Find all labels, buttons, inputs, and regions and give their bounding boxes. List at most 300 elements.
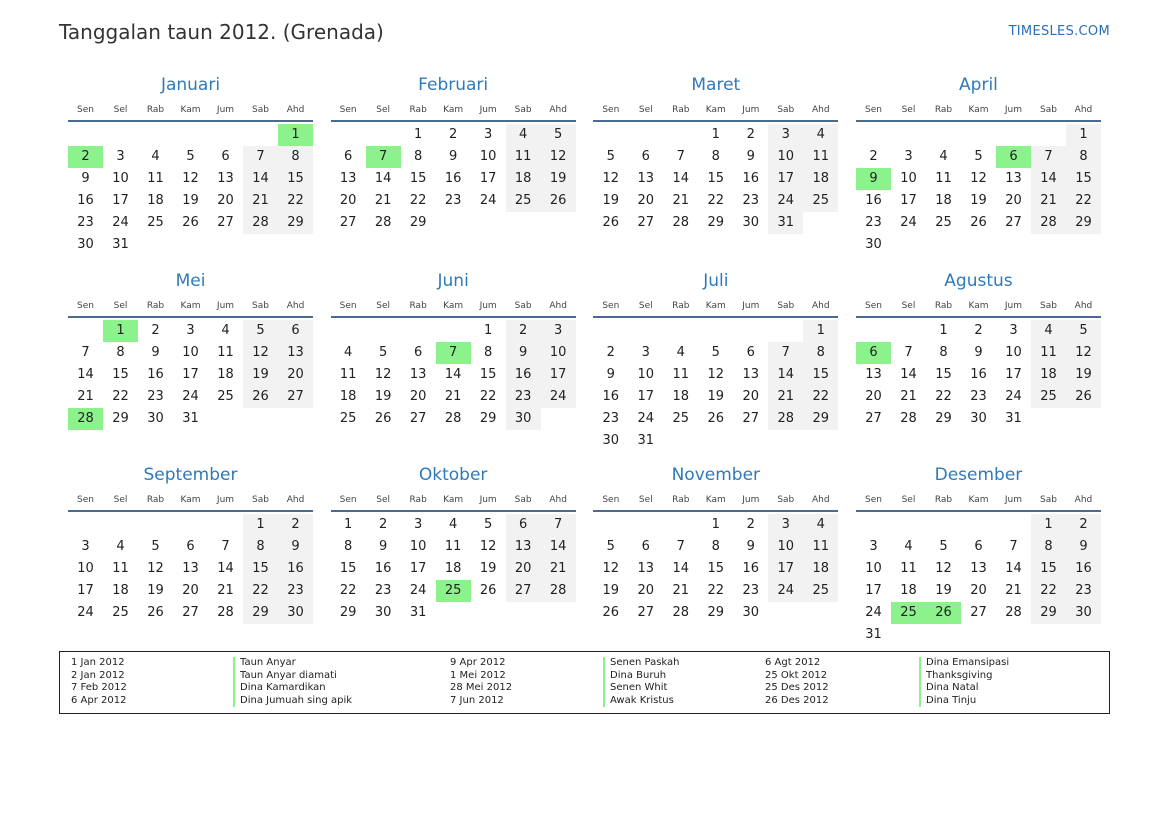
day-cell: 5 bbox=[606, 539, 615, 554]
month-agustus bbox=[856, 270, 1101, 464]
day-cell: 20 bbox=[865, 389, 882, 404]
weekday-label: Sab bbox=[514, 105, 532, 115]
weekday-header bbox=[856, 294, 1101, 318]
day-cell: 26 bbox=[182, 215, 199, 230]
weekday-label: Kam bbox=[443, 495, 464, 505]
day-cell: 22 bbox=[707, 583, 725, 598]
day-cell: 3 bbox=[768, 124, 803, 146]
day-cell: 24 bbox=[768, 580, 803, 602]
day-cell: 15 bbox=[409, 171, 427, 186]
day-cell: 27 bbox=[182, 605, 199, 620]
day-cell: 23 bbox=[1066, 580, 1101, 602]
day-cell: 7 bbox=[676, 539, 685, 554]
day-cell: 14 bbox=[77, 367, 94, 382]
weekday-label: Sen bbox=[602, 105, 620, 115]
day-cell: 12 bbox=[707, 367, 725, 382]
weekday-label: Ahd bbox=[1074, 105, 1093, 115]
day-cell: 10 bbox=[637, 367, 655, 382]
weekday-label: Sen bbox=[339, 495, 357, 505]
weekday-label: Rab bbox=[409, 301, 427, 311]
day-cell: 8 bbox=[711, 149, 720, 164]
holiday-day-cell: 1 bbox=[103, 320, 138, 342]
day-cell: 14 bbox=[541, 536, 576, 558]
day-cell: 1 bbox=[939, 323, 948, 338]
day-cell: 14 bbox=[1005, 561, 1022, 576]
day-cell: 6 bbox=[221, 149, 230, 164]
day-cell: 21 bbox=[768, 386, 803, 408]
day-cell: 18 bbox=[217, 367, 234, 382]
weekday-label: Kam bbox=[443, 105, 464, 115]
day-cell: 13 bbox=[506, 536, 541, 558]
day-cell: 28 bbox=[1005, 605, 1022, 620]
day-cell: 22 bbox=[707, 193, 725, 208]
day-cell: 28 bbox=[768, 408, 803, 430]
weekday-label: Sab bbox=[252, 495, 269, 505]
day-cell: 17 bbox=[768, 558, 803, 580]
weekday-label: Kam bbox=[968, 301, 989, 311]
weekday-label: Ahd bbox=[1074, 301, 1093, 311]
day-cell: 20 bbox=[182, 583, 199, 598]
day-cell: 9 bbox=[151, 345, 160, 360]
weekday-label: Kam bbox=[180, 301, 201, 311]
day-cell: 15 bbox=[935, 367, 952, 382]
weekday-label: Sen bbox=[602, 495, 620, 505]
day-cell: 4 bbox=[506, 124, 541, 146]
day-cell: 26 bbox=[374, 411, 392, 426]
day-cell: 7 bbox=[768, 342, 803, 364]
day-cell: 13 bbox=[182, 561, 199, 576]
empty-cell bbox=[593, 124, 628, 146]
holiday-day-cell: 25 bbox=[891, 602, 926, 624]
day-cell: 2 bbox=[506, 320, 541, 342]
day-cell: 1 bbox=[484, 323, 493, 338]
day-cell: 13 bbox=[637, 561, 655, 576]
empty-cell bbox=[891, 124, 926, 146]
day-cell: 21 bbox=[672, 193, 690, 208]
weekday-label: Jum bbox=[742, 495, 760, 505]
weekday-label: Ahd bbox=[549, 105, 567, 115]
day-cell: 18 bbox=[935, 193, 952, 208]
legend-holiday-name: Taun Anyar diamati bbox=[233, 670, 352, 683]
day-cell: 21 bbox=[444, 389, 462, 404]
day-cell: 11 bbox=[444, 539, 462, 554]
weekday-label: Ahd bbox=[286, 495, 305, 505]
day-cell: 29 bbox=[243, 602, 278, 624]
empty-cell bbox=[663, 124, 698, 146]
day-cell: 11 bbox=[672, 367, 690, 382]
day-cell: 25 bbox=[217, 389, 234, 404]
weekday-label: Sel bbox=[901, 105, 916, 115]
day-cell: 10 bbox=[865, 561, 882, 576]
weekday-label: Jum bbox=[479, 105, 497, 115]
month-title: Oktober bbox=[418, 465, 488, 485]
day-cell: 17 bbox=[112, 193, 129, 208]
weekday-label: Sen bbox=[77, 105, 94, 115]
day-cell: 8 bbox=[278, 146, 313, 168]
day-cell: 31 bbox=[637, 433, 655, 448]
day-cell: 23 bbox=[865, 215, 882, 230]
day-cell: 9 bbox=[1066, 536, 1101, 558]
empty-cell bbox=[243, 124, 278, 146]
day-cell: 27 bbox=[742, 411, 760, 426]
empty-cell bbox=[138, 124, 173, 146]
day-cell: 21 bbox=[374, 193, 392, 208]
day-cell: 12 bbox=[1066, 342, 1101, 364]
day-cell: 15 bbox=[278, 168, 313, 190]
day-cell: 17 bbox=[1005, 367, 1022, 382]
day-cell: 10 bbox=[1005, 345, 1022, 360]
day-cell: 13 bbox=[970, 561, 987, 576]
day-cell: 3 bbox=[81, 539, 90, 554]
day-cell: 12 bbox=[374, 367, 392, 382]
day-cell: 29 bbox=[1066, 212, 1101, 234]
day-cell: 18 bbox=[1031, 364, 1066, 386]
day-cell: 20 bbox=[742, 389, 760, 404]
day-cell: 25 bbox=[506, 190, 541, 212]
holiday-legend bbox=[59, 651, 1110, 714]
day-cell: 3 bbox=[1009, 323, 1018, 338]
day-cell: 19 bbox=[970, 193, 987, 208]
day-cell: 22 bbox=[1031, 580, 1066, 602]
day-cell: 1 bbox=[1066, 124, 1101, 146]
day-cell: 30 bbox=[278, 602, 313, 624]
day-cell: 28 bbox=[672, 605, 690, 620]
day-cell: 6 bbox=[506, 514, 541, 536]
day-cell: 10 bbox=[409, 539, 427, 554]
day-cell: 17 bbox=[637, 389, 655, 404]
weekday-label: Sel bbox=[113, 105, 128, 115]
weekday-label: Jum bbox=[742, 301, 760, 311]
day-cell: 8 bbox=[803, 342, 838, 364]
day-cell: 17 bbox=[768, 168, 803, 190]
month-title: Desember bbox=[934, 465, 1023, 485]
day-cell: 21 bbox=[1031, 190, 1066, 212]
day-cell: 18 bbox=[147, 193, 164, 208]
days-grid bbox=[856, 124, 1101, 256]
weekday-label: Rab bbox=[672, 105, 690, 115]
days-grid bbox=[856, 320, 1101, 430]
weekday-label: Sab bbox=[514, 495, 532, 505]
legend-holiday-name: Dina Buruh bbox=[603, 670, 680, 683]
day-cell: 5 bbox=[1066, 320, 1101, 342]
day-cell: 6 bbox=[278, 320, 313, 342]
empty-cell bbox=[891, 514, 926, 536]
legend-holiday-name: Dina Kamardikan bbox=[233, 682, 352, 695]
day-cell: 15 bbox=[707, 561, 725, 576]
day-cell: 6 bbox=[641, 149, 650, 164]
weekday-label: Sen bbox=[864, 495, 882, 505]
days-grid bbox=[331, 320, 576, 430]
day-cell: 8 bbox=[711, 539, 720, 554]
weekday-header bbox=[593, 294, 838, 318]
day-cell: 15 bbox=[1031, 558, 1066, 580]
day-cell: 14 bbox=[672, 171, 690, 186]
day-cell: 27 bbox=[865, 411, 882, 426]
weekday-label: Sel bbox=[901, 301, 916, 311]
weekday-label: Rab bbox=[672, 495, 690, 505]
empty-cell bbox=[996, 514, 1031, 536]
day-cell: 12 bbox=[935, 561, 952, 576]
empty-cell bbox=[663, 514, 698, 536]
day-cell: 11 bbox=[217, 345, 234, 360]
month-title: Januari bbox=[160, 75, 221, 95]
day-cell: 17 bbox=[77, 583, 94, 598]
day-cell: 4 bbox=[344, 345, 353, 360]
day-cell: 17 bbox=[479, 171, 497, 186]
weekday-label: Ahd bbox=[812, 495, 830, 505]
month-title: September bbox=[143, 465, 238, 485]
weekday-label: Rab bbox=[934, 495, 953, 505]
weekday-label: Rab bbox=[672, 301, 690, 311]
weekday-label: Jum bbox=[479, 495, 497, 505]
empty-cell bbox=[768, 320, 803, 342]
month-september bbox=[68, 464, 313, 654]
day-cell: 22 bbox=[1066, 190, 1101, 212]
day-cell: 29 bbox=[112, 411, 129, 426]
day-cell: 10 bbox=[479, 149, 497, 164]
day-cell: 16 bbox=[742, 171, 760, 186]
day-cell: 21 bbox=[672, 583, 690, 598]
months-grid bbox=[68, 74, 1101, 654]
day-cell: 2 bbox=[746, 127, 755, 142]
day-cell: 30 bbox=[602, 433, 620, 448]
day-cell: 20 bbox=[637, 583, 655, 598]
empty-cell bbox=[401, 320, 436, 342]
day-cell: 26 bbox=[243, 386, 278, 408]
day-cell: 10 bbox=[768, 536, 803, 558]
day-cell: 16 bbox=[742, 561, 760, 576]
month-maret bbox=[593, 74, 838, 270]
empty-cell bbox=[628, 514, 663, 536]
days-grid bbox=[68, 320, 313, 430]
day-cell: 12 bbox=[147, 561, 164, 576]
day-cell: 28 bbox=[374, 215, 392, 230]
weekday-label: Rab bbox=[409, 495, 427, 505]
days-grid bbox=[856, 514, 1101, 646]
legend-holiday-name: Dina Emansipasi bbox=[919, 657, 1009, 670]
day-cell: 4 bbox=[1031, 320, 1066, 342]
weekday-label: Sen bbox=[339, 105, 357, 115]
day-cell: 1 bbox=[344, 517, 353, 532]
day-cell: 11 bbox=[147, 171, 164, 186]
legend-names-column bbox=[603, 657, 680, 707]
day-cell: 25 bbox=[147, 215, 164, 230]
day-cell: 7 bbox=[1031, 146, 1066, 168]
holiday-day-cell: 6 bbox=[856, 342, 891, 364]
day-cell: 28 bbox=[541, 580, 576, 602]
day-cell: 15 bbox=[339, 561, 357, 576]
day-cell: 27 bbox=[637, 215, 655, 230]
day-cell: 23 bbox=[602, 411, 620, 426]
weekday-label: Ahd bbox=[549, 495, 567, 505]
day-cell: 17 bbox=[865, 583, 882, 598]
days-grid bbox=[331, 514, 576, 624]
day-cell: 15 bbox=[707, 171, 725, 186]
weekday-label: Ahd bbox=[1074, 495, 1093, 505]
day-cell: 29 bbox=[1031, 602, 1066, 624]
legend-names-column bbox=[919, 657, 1009, 707]
day-cell: 18 bbox=[444, 561, 462, 576]
day-cell: 18 bbox=[803, 558, 838, 580]
day-cell: 25 bbox=[112, 605, 129, 620]
holiday-day-cell: 25 bbox=[436, 580, 471, 602]
day-cell: 8 bbox=[243, 536, 278, 558]
weekday-label: Sel bbox=[638, 105, 653, 115]
day-cell: 5 bbox=[484, 517, 493, 532]
day-cell: 15 bbox=[479, 367, 497, 382]
weekday-label: Sab bbox=[1039, 105, 1057, 115]
weekday-label: Jum bbox=[742, 105, 760, 115]
legend-dates-column bbox=[450, 657, 512, 707]
weekday-label: Sab bbox=[1039, 495, 1057, 505]
day-cell: 29 bbox=[409, 215, 427, 230]
day-cell: 24 bbox=[637, 411, 655, 426]
empty-cell bbox=[103, 514, 138, 536]
holiday-day-cell: 7 bbox=[436, 342, 471, 364]
legend-holiday-name: Awak Kristus bbox=[603, 695, 680, 708]
day-cell: 9 bbox=[746, 149, 755, 164]
day-cell: 31 bbox=[409, 605, 427, 620]
day-cell: 23 bbox=[506, 386, 541, 408]
day-cell: 15 bbox=[243, 558, 278, 580]
day-cell: 16 bbox=[506, 364, 541, 386]
day-cell: 9 bbox=[379, 539, 388, 554]
day-cell: 29 bbox=[339, 605, 357, 620]
month-mei bbox=[68, 270, 313, 464]
day-cell: 26 bbox=[602, 215, 620, 230]
day-cell: 26 bbox=[707, 411, 725, 426]
day-cell: 23 bbox=[77, 215, 94, 230]
empty-cell bbox=[103, 124, 138, 146]
day-cell: 5 bbox=[243, 320, 278, 342]
day-cell: 19 bbox=[182, 193, 199, 208]
empty-cell bbox=[68, 124, 103, 146]
day-cell: 31 bbox=[865, 627, 882, 642]
day-cell: 1 bbox=[711, 127, 720, 142]
day-cell: 16 bbox=[77, 193, 94, 208]
day-cell: 16 bbox=[147, 367, 164, 382]
weekday-label: Kam bbox=[968, 495, 989, 505]
day-cell: 5 bbox=[186, 149, 195, 164]
site-link[interactable]: TIMESLES.COM bbox=[1008, 24, 1110, 39]
day-cell: 21 bbox=[1005, 583, 1022, 598]
legend-holiday-name: Taun Anyar bbox=[233, 657, 352, 670]
day-cell: 18 bbox=[506, 168, 541, 190]
day-cell: 8 bbox=[414, 149, 423, 164]
weekday-header bbox=[331, 98, 576, 122]
day-cell: 5 bbox=[711, 345, 720, 360]
weekday-header bbox=[856, 488, 1101, 512]
day-cell: 4 bbox=[939, 149, 948, 164]
day-cell: 22 bbox=[243, 580, 278, 602]
legend-date: 28 Mei 2012 bbox=[450, 682, 513, 694]
empty-cell bbox=[366, 124, 401, 146]
days-grid bbox=[68, 514, 313, 624]
day-cell: 14 bbox=[672, 561, 690, 576]
day-cell: 14 bbox=[444, 367, 462, 382]
day-cell: 14 bbox=[1031, 168, 1066, 190]
days-grid bbox=[593, 124, 838, 234]
day-cell: 20 bbox=[506, 558, 541, 580]
day-cell: 3 bbox=[414, 517, 423, 532]
empty-cell bbox=[436, 320, 471, 342]
day-cell: 23 bbox=[278, 580, 313, 602]
weekday-label: Rab bbox=[146, 301, 165, 311]
empty-cell bbox=[926, 514, 961, 536]
empty-cell bbox=[1031, 124, 1066, 146]
month-november bbox=[593, 464, 838, 654]
day-cell: 7 bbox=[1009, 539, 1018, 554]
day-cell: 25 bbox=[803, 580, 838, 602]
day-cell: 8 bbox=[344, 539, 353, 554]
legend-holiday-name: Thanksgiving bbox=[919, 670, 1009, 683]
day-cell: 28 bbox=[217, 605, 234, 620]
day-cell: 7 bbox=[904, 345, 913, 360]
day-cell: 3 bbox=[869, 539, 878, 554]
empty-cell bbox=[926, 124, 961, 146]
day-cell: 24 bbox=[900, 215, 917, 230]
empty-cell bbox=[891, 320, 926, 342]
day-cell: 14 bbox=[243, 168, 278, 190]
day-cell: 30 bbox=[1066, 602, 1101, 624]
month-title: Maret bbox=[691, 75, 741, 95]
month-april bbox=[856, 74, 1101, 270]
day-cell: 26 bbox=[541, 190, 576, 212]
empty-cell bbox=[698, 320, 733, 342]
day-cell: 4 bbox=[803, 124, 838, 146]
day-cell: 22 bbox=[409, 193, 427, 208]
empty-cell bbox=[628, 320, 663, 342]
legend-date: 25 Okt 2012 bbox=[765, 669, 828, 681]
weekday-header bbox=[331, 488, 576, 512]
day-cell: 15 bbox=[1066, 168, 1101, 190]
weekday-label: Jum bbox=[1004, 105, 1023, 115]
legend-date: 1 Jan 2012 bbox=[71, 657, 125, 668]
empty-cell bbox=[331, 124, 366, 146]
day-cell: 23 bbox=[374, 583, 392, 598]
weekday-label: Sab bbox=[252, 301, 269, 311]
weekday-header bbox=[593, 98, 838, 122]
day-cell: 10 bbox=[77, 561, 94, 576]
day-cell: 4 bbox=[221, 323, 230, 338]
day-cell: 26 bbox=[147, 605, 164, 620]
month-januari bbox=[68, 74, 313, 270]
empty-cell bbox=[733, 320, 768, 342]
month-juli bbox=[593, 270, 838, 464]
weekday-label: Jum bbox=[216, 105, 235, 115]
day-cell: 7 bbox=[541, 514, 576, 536]
weekday-label: Sel bbox=[376, 301, 391, 311]
month-juni bbox=[331, 270, 576, 464]
weekday-label: Kam bbox=[705, 105, 726, 115]
legend-holiday-name: Dina Jumuah sing apik bbox=[233, 695, 352, 708]
legend-holiday-name: Dina Natal bbox=[919, 682, 1009, 695]
day-cell: 6 bbox=[746, 345, 755, 360]
day-cell: 5 bbox=[939, 539, 948, 554]
day-cell: 20 bbox=[970, 583, 987, 598]
day-cell: 4 bbox=[803, 514, 838, 536]
day-cell: 24 bbox=[77, 605, 94, 620]
weekday-label: Rab bbox=[146, 495, 165, 505]
day-cell: 22 bbox=[339, 583, 357, 598]
day-cell: 25 bbox=[1031, 386, 1066, 408]
weekday-header bbox=[68, 294, 313, 318]
day-cell: 23 bbox=[147, 389, 164, 404]
holiday-day-cell: 6 bbox=[996, 146, 1031, 168]
day-cell: 4 bbox=[116, 539, 125, 554]
day-cell: 31 bbox=[112, 237, 129, 252]
day-cell: 2 bbox=[449, 127, 458, 142]
